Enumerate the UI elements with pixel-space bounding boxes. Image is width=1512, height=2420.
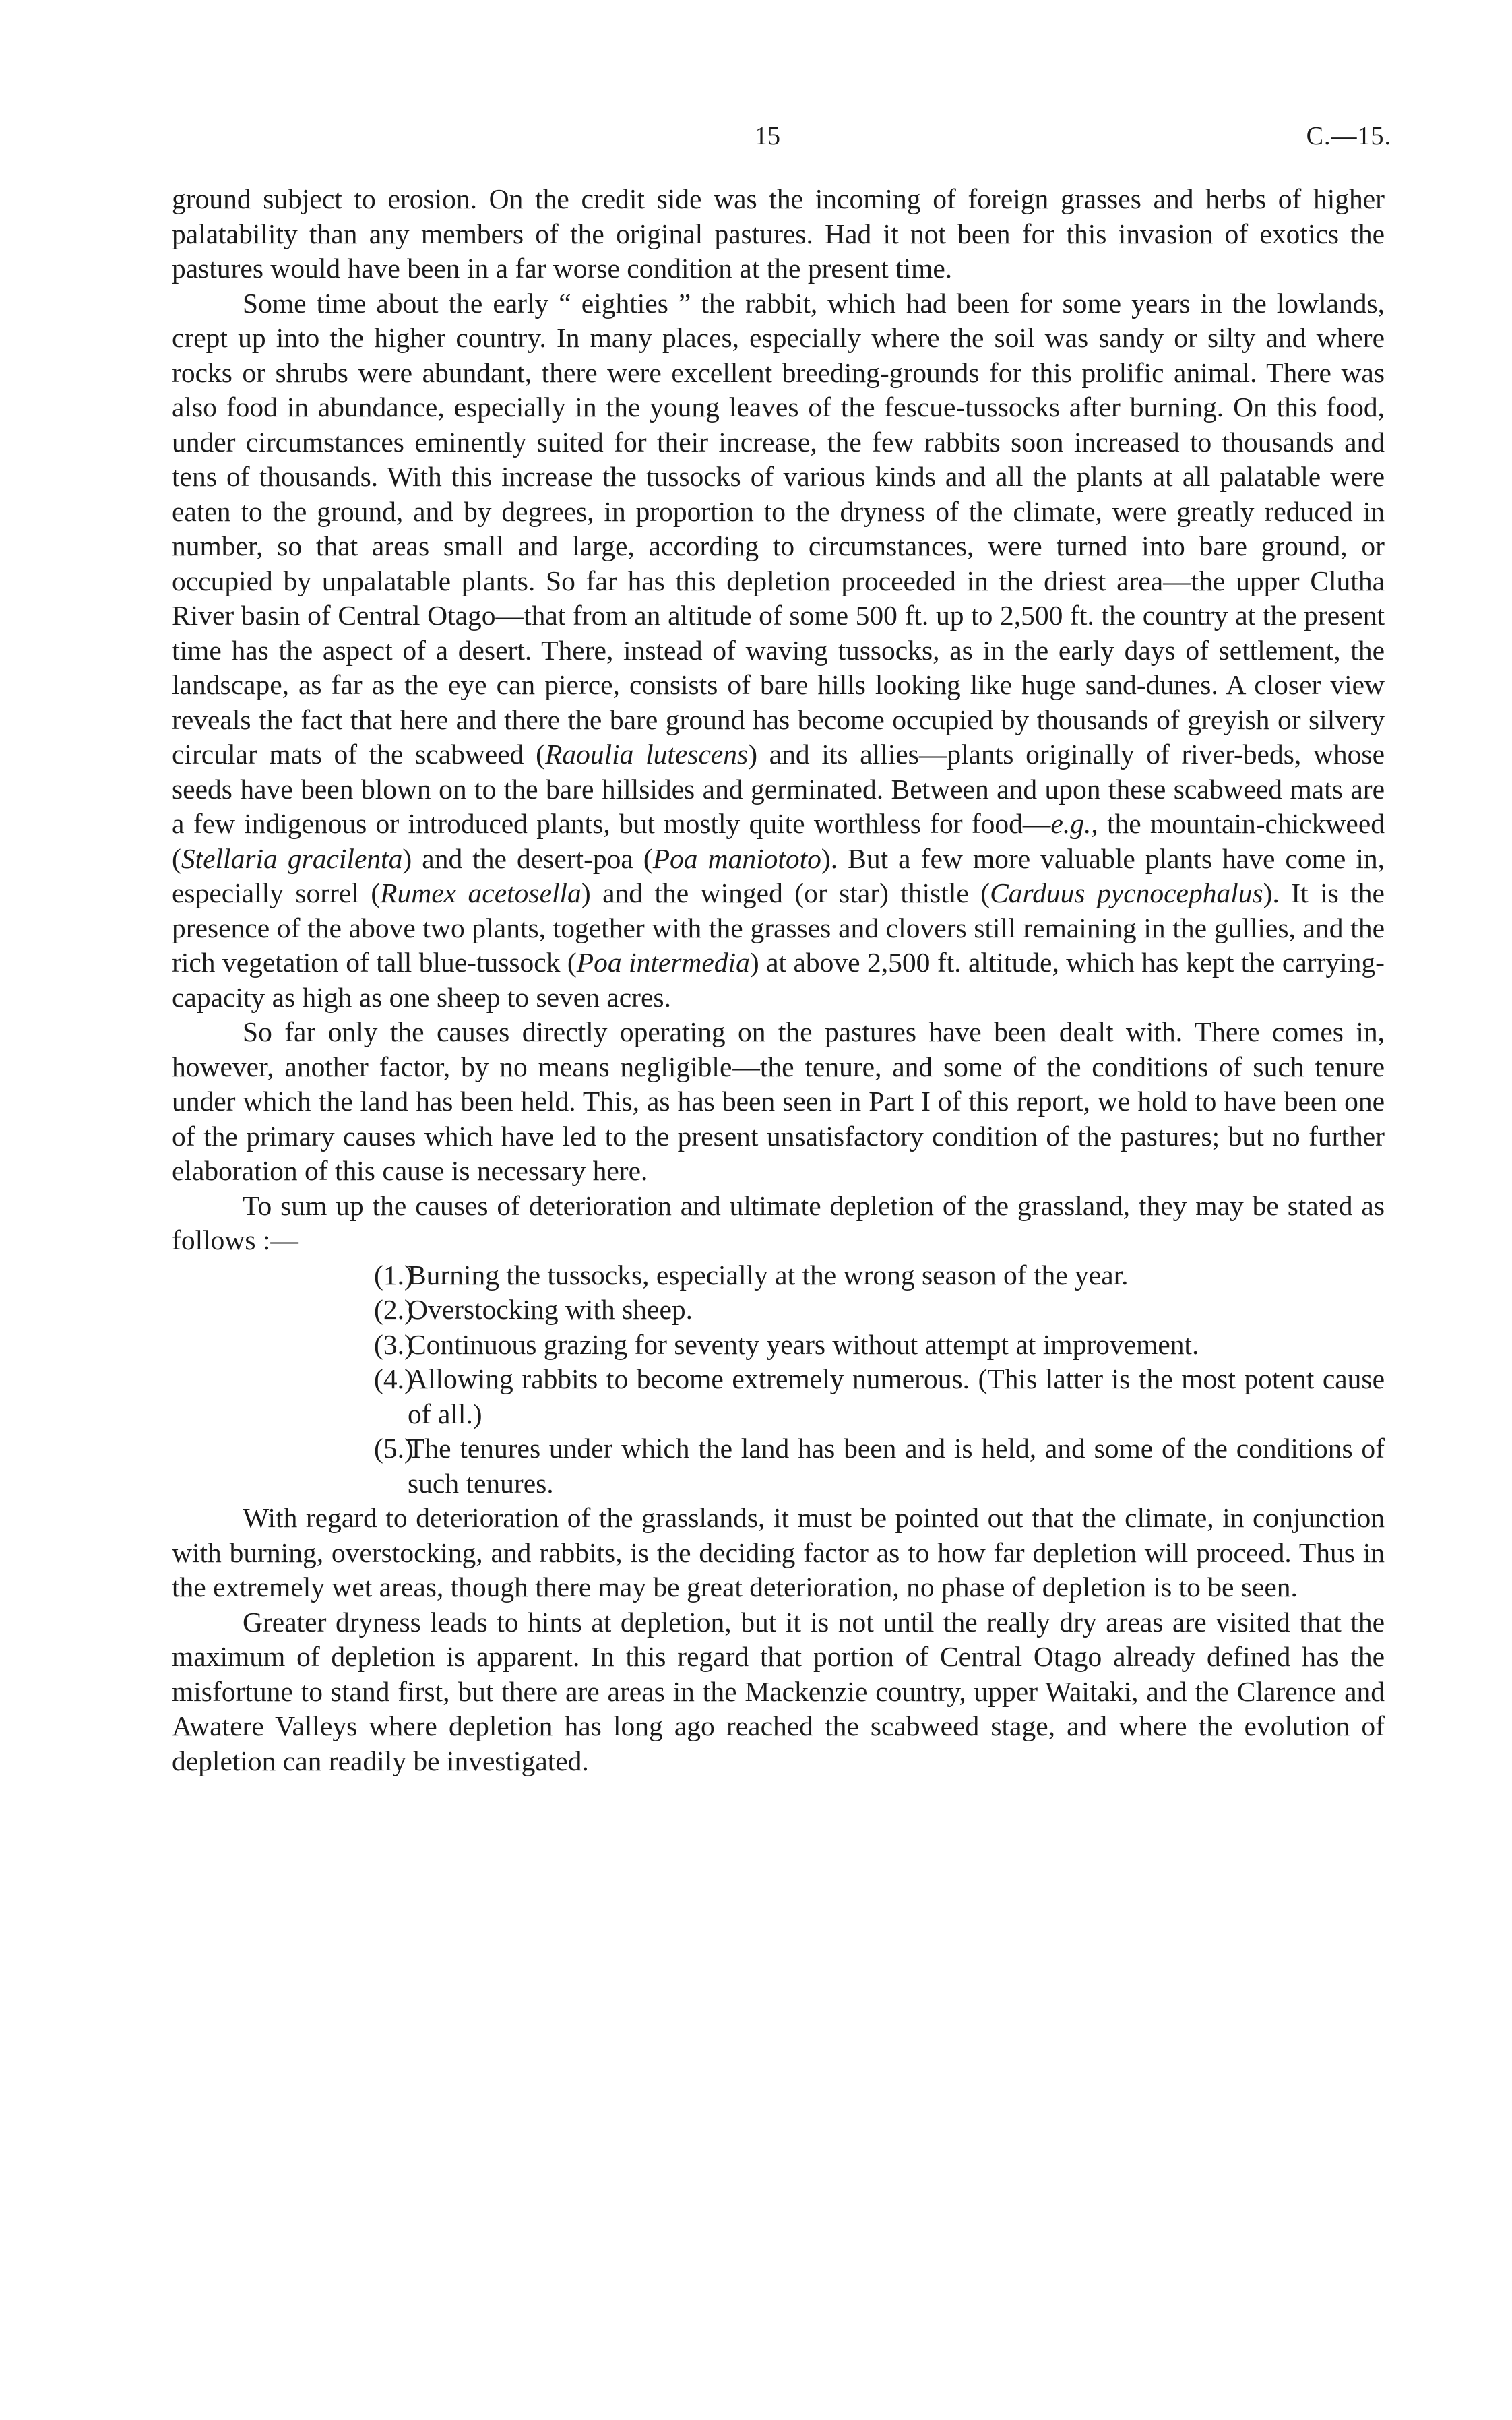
- species-name: Carduus pycnocephalus: [990, 877, 1263, 908]
- paragraph-rabbit: Some time about the early “ eighties ” the rabbit, which had been for some years in the lowlands, crept up into the higher country. In many places, especially where the soil was sandy or silty and where rocks or shrubs were abundant, there were excellent breeding-grounds for this prolific animal. There was also food in abundance, especially in the young leaves of the fescue-tussocks after burning. On this food, under circumstances eminently suited for their increase, the few rabbits soon increased to thousands and tens of thousands. With this increase the tussocks of various kinds and all the plants at all palatable were eaten to the ground, and by degrees, in proportion to the dryness of the climate, were greatly reduced in number, so that areas small and large, according to circumstances, were turned into bare ground, or occupied by unpalatable plants. So far has this depletion proceeded in the driest area—the upper Clutha River basin of Central Otago—that from an altitude of some 500 ft. up to 2,500 ft. the country at the present time has the aspect of a desert. There, instead of waving tussocks, as in the early days of settlement, the landscape, as far as the eye can pierce, consists of bare hills looking like huge sand-dunes. A closer view reveals the fact that here and there the bare ground has become occupied by thousands of greyish or silvery circular mats of the scabweed (Raoulia lutescens) and its allies—plants originally of river-beds, whose seeds have been blown on to the bare hillsides and germinated. Between and upon these scabweed mats are a few indigenous or introduced plants, but mostly quite worthless for food—e.g., the mountain-chickweed (Stellaria gracilenta) and the desert-poa (Poa maniototo). But a few more valuable plants have come in, especially sorrel (Rumex acetosella) and the winged (or star) thistle (Carduus pycnocephalus). It is the presence of the above two plants, together with the grasses and clovers still remaining in the gullies, and the rich vegetation of tall blue-tussock (Poa intermedia) at above 2,500 ft. altitude, which has kept the carrying-capacity as high as one sheep to seven acres.: [172, 287, 1385, 1013]
- list-item: (2.)Overstocking with sheep.: [374, 1294, 693, 1325]
- list-item: (5.)The tenures under which the land has been and is held, and some of the conditions of such tenures.: [374, 1433, 1385, 1499]
- page-number: 15: [755, 122, 780, 150]
- paragraph-erosion: ground subject to erosion. On the credit side was the incoming of foreign grasses and herbs of higher palatability than any members of the original pastures. Had it not been for this invasion of exotics the pastures would have been in a far worse condition at the present time.: [172, 183, 1385, 284]
- list-item: (1.)Burning the tussocks, especially at the wrong season of the year.: [374, 1259, 1129, 1291]
- causes-list: [172, 1258, 1385, 1501]
- species-name: Poa maniototo: [652, 842, 821, 874]
- paragraph-tenure: So far only the causes directly operating on the pastures have been dealt with. There comes in, however, another factor, by no means negligible—the tenure, and some of the conditions of such tenure under which the land has been held. This, as has been seen in Part I of this report, we hold to have been one of the primary causes which have led to the present unsatisfactory condition of the pastures; but no further elaboration of this cause is necessary here.: [172, 1016, 1385, 1186]
- document-page: [172, 121, 1391, 1778]
- list-item: (4.)Allowing rabbits to become extremely numerous. (This latter is the most potent cause of all.): [374, 1363, 1385, 1429]
- paragraph-climate: With regard to deterioration of the grasslands, it must be pointed out that the climate, in conjunction with burning, overstocking, and rabbits, is the deciding factor as to how far depletion will proceed. Thus in the extremely wet areas, though there may be great deterioration, no phase of depletion is to be seen.: [172, 1502, 1385, 1603]
- list-item: (3.)Continuous grazing for seventy years without attempt at improvement.: [374, 1328, 1199, 1360]
- species-name: Poa intermedia: [576, 947, 750, 978]
- paragraph-dryness: Greater dryness leads to hints at depletion, but it is not until the really dry areas are visited that the maximum of depletion is apparent. In this regard that portion of Central Otago already defined has the misfortune to stand first, but there are areas in the Mackenzie country, upper Waitaki, and the Clarence and Awatere Valleys where depletion has long ago reached the scabweed stage, and where the evolution of depletion can readily be investigated.: [172, 1606, 1385, 1776]
- paragraph-summary-intro: To sum up the causes of deterioration and ultimate depletion of the grassland, they may be stated as follows :—: [172, 1189, 1385, 1255]
- document-reference: C.—15.: [1306, 122, 1391, 150]
- species-name: Raoulia lutescens: [544, 739, 749, 770]
- body-text: [172, 182, 1385, 1778]
- page-header: [172, 121, 1391, 162]
- species-name: Rumex acetosella: [380, 877, 581, 908]
- species-name: Stellaria gracilenta: [181, 842, 403, 874]
